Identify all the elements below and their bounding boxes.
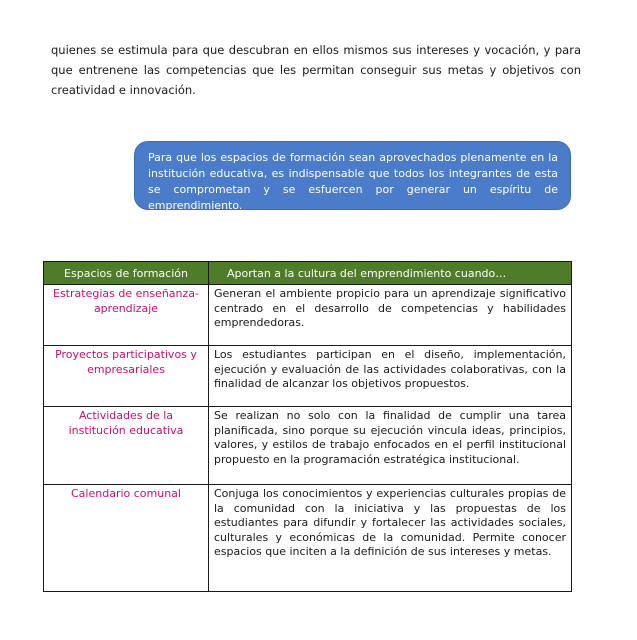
row-space: Actividades de la institución educativa xyxy=(44,407,209,485)
header-contribution: Aportan a la cultura del emprendimiento cuando… xyxy=(209,262,572,285)
table-row xyxy=(44,285,572,346)
row-contribution: Generan el ambiente propicio para un aprendizaje significativo centrado en el desarrollo de competencias y habilidades emprendedoras. xyxy=(209,285,572,346)
row-contribution: Se realizan no solo con la finalidad de cumplir una tarea planificada, sino porque su ejecución vincula ideas, principios, valores, y estilos de trabajo enfocados en el perfil institucional propuesto en la programación estratégica institucional. xyxy=(209,407,572,485)
table-row xyxy=(44,346,572,407)
formation-spaces-table xyxy=(43,261,572,592)
row-contribution: Los estudiantes participan en el diseño, implementación, ejecución y evaluación de las actividades colaborativas, con la finalidad de alcanzar los objetivos propuestos. xyxy=(209,346,572,407)
intro-paragraph: quienes se estimula para que descubran en ellos mismos sus intereses y vocación, y para que entrenene las competencias que les permitan conseguir sus metas y objetivos con creatividad e innovación. xyxy=(51,43,581,97)
row-space: Proyectos participativos y empresariales xyxy=(44,346,209,407)
row-contribution: Conjuga los conocimientos y experiencias culturales propias de la comunidad con la iniciativa y las propuestas de los estudiantes para difundir y fortalecer las actividades sociales, culturales y económicas de la comunidad. Permite conocer espacios que inciten a la definición de sus intereses y metas. xyxy=(209,485,572,592)
table-header-row xyxy=(44,262,572,285)
row-space: Estrategias de enseñanza-aprendizaje xyxy=(44,285,209,346)
table-row xyxy=(44,485,572,592)
header-spaces: Espacios de formación xyxy=(44,262,209,285)
callout-text: Para que los espacios de formación sean aprovechados plenamente en la institución educativa, es indispensable que todos los integrantes de esta se comprometan y se esfuercen por generar un espíritu de emprendimiento. xyxy=(148,151,558,212)
table-row xyxy=(44,407,572,485)
callout-box xyxy=(134,141,571,210)
row-space: Calendario comunal xyxy=(44,485,209,592)
